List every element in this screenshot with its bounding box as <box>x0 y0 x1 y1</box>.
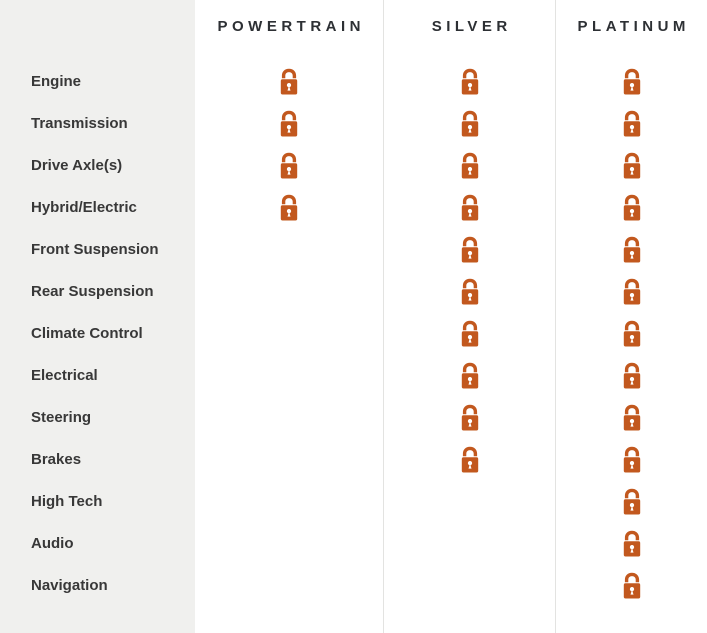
row-label-4: Front Suspension <box>0 228 195 270</box>
coverage-cell-silver-9 <box>383 438 555 480</box>
row-label-9: Brakes <box>0 438 195 480</box>
column-filler-silver <box>383 606 555 633</box>
lock-icon <box>459 152 481 179</box>
lock-icon <box>621 404 643 431</box>
lock-icon <box>278 194 300 221</box>
row-label-8: Steering <box>0 396 195 438</box>
plan-header-platinum: PLATINUM <box>555 0 707 60</box>
lock-icon <box>459 446 481 473</box>
plan-header-powertrain: POWERTRAIN <box>217 17 365 35</box>
lock-icon <box>459 68 481 95</box>
lock-icon <box>459 362 481 389</box>
row-label-3: Hybrid/Electric <box>0 186 195 228</box>
coverage-cell-platinum-7 <box>555 354 707 396</box>
lock-icon <box>278 110 300 137</box>
coverage-cell-platinum-8 <box>555 396 707 438</box>
coverage-cell-silver-12 <box>383 564 555 606</box>
lock-icon <box>621 236 643 263</box>
row-label-1: Transmission <box>0 102 195 144</box>
coverage-cell-platinum-6 <box>555 312 707 354</box>
coverage-cell-powertrain-5 <box>195 270 383 312</box>
coverage-cell-platinum-9 <box>555 438 707 480</box>
coverage-cell-platinum-10 <box>555 480 707 522</box>
row-label-6: Climate Control <box>0 312 195 354</box>
lock-icon <box>621 68 643 95</box>
row-label-0: Engine <box>0 60 195 102</box>
coverage-cell-platinum-11 <box>555 522 707 564</box>
coverage-cell-platinum-4 <box>555 228 707 270</box>
coverage-cell-platinum-0 <box>555 60 707 102</box>
lock-icon <box>621 320 643 347</box>
lock-icon <box>278 152 300 179</box>
lock-icon <box>621 152 643 179</box>
plan-header-silver: SILVER <box>383 0 555 60</box>
label-panel-header-spacer <box>0 0 195 60</box>
lock-icon <box>278 68 300 95</box>
lock-icon <box>459 320 481 347</box>
coverage-cell-powertrain-1 <box>195 102 383 144</box>
coverage-cell-powertrain-11 <box>195 522 383 564</box>
lock-icon <box>621 278 643 305</box>
coverage-cell-silver-2 <box>383 144 555 186</box>
lock-icon <box>621 194 643 221</box>
column-filler-platinum <box>555 606 707 633</box>
label-panel-filler <box>0 606 195 633</box>
lock-icon <box>459 194 481 221</box>
coverage-cell-powertrain-7 <box>195 354 383 396</box>
coverage-cell-silver-6 <box>383 312 555 354</box>
lock-icon <box>621 446 643 473</box>
coverage-cell-platinum-1 <box>555 102 707 144</box>
lock-icon <box>459 236 481 263</box>
lock-icon <box>621 488 643 515</box>
coverage-cell-powertrain-4 <box>195 228 383 270</box>
row-label-11: Audio <box>0 522 195 564</box>
coverage-cell-silver-8 <box>383 396 555 438</box>
coverage-cell-powertrain-3 <box>195 186 383 228</box>
row-label-2: Drive Axle(s) <box>0 144 195 186</box>
lock-icon <box>459 278 481 305</box>
coverage-cell-powertrain-9 <box>195 438 383 480</box>
row-label-7: Electrical <box>0 354 195 396</box>
lock-icon <box>459 110 481 137</box>
coverage-cell-powertrain-6 <box>195 312 383 354</box>
coverage-cell-powertrain-10 <box>195 480 383 522</box>
coverage-cell-platinum-2 <box>555 144 707 186</box>
lock-icon <box>459 404 481 431</box>
coverage-cell-platinum-3 <box>555 186 707 228</box>
column-filler-powertrain <box>195 606 383 633</box>
row-label-5: Rear Suspension <box>0 270 195 312</box>
lock-icon <box>621 530 643 557</box>
coverage-cell-silver-3 <box>383 186 555 228</box>
coverage-cell-powertrain-0 <box>195 60 383 102</box>
row-label-10: High Tech <box>0 480 195 522</box>
coverage-cell-powertrain-2 <box>195 144 383 186</box>
coverage-cell-silver-5 <box>383 270 555 312</box>
coverage-cell-powertrain-8 <box>195 396 383 438</box>
lock-icon <box>621 110 643 137</box>
coverage-cell-powertrain-12 <box>195 564 383 606</box>
row-label-12: Navigation <box>0 564 195 606</box>
coverage-cell-silver-10 <box>383 480 555 522</box>
coverage-cell-silver-0 <box>383 60 555 102</box>
coverage-cell-silver-4 <box>383 228 555 270</box>
lock-icon <box>621 362 643 389</box>
coverage-cell-silver-11 <box>383 522 555 564</box>
lock-icon <box>621 572 643 599</box>
coverage-cell-silver-1 <box>383 102 555 144</box>
coverage-cell-platinum-5 <box>555 270 707 312</box>
coverage-cell-platinum-12 <box>555 564 707 606</box>
coverage-cell-silver-7 <box>383 354 555 396</box>
